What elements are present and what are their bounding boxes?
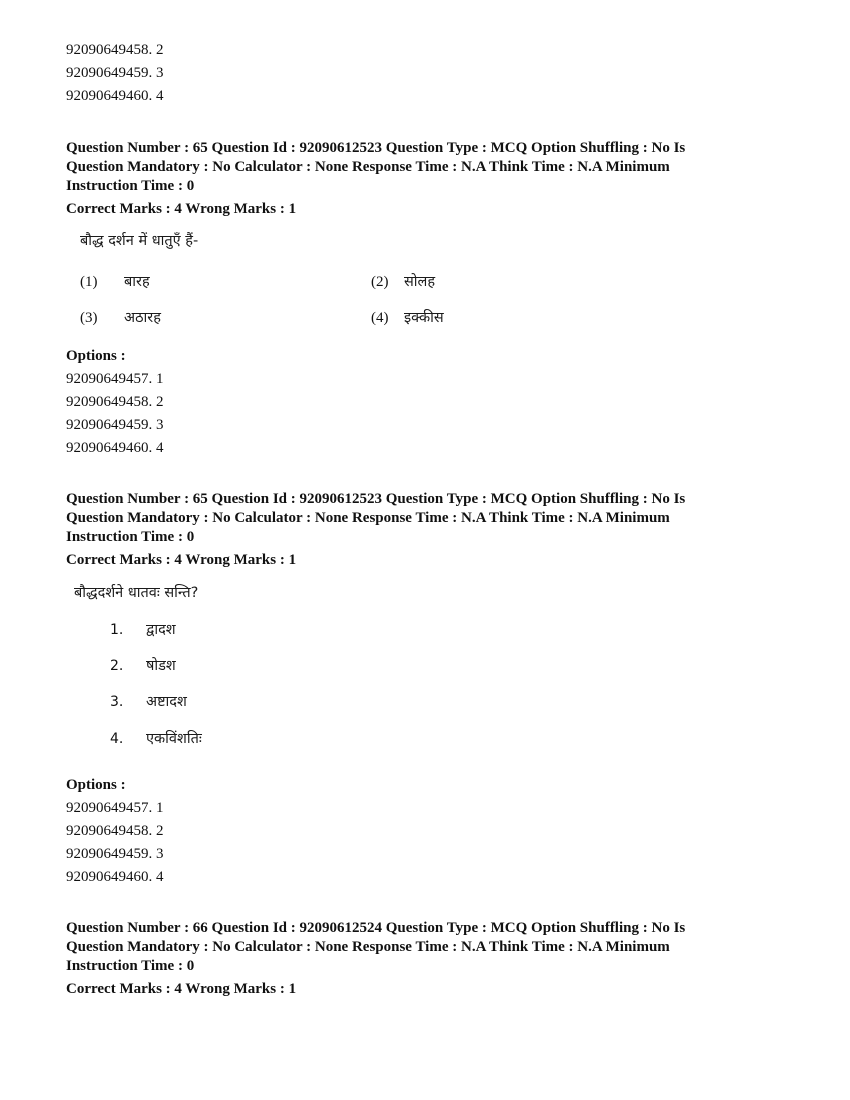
question-header: Instruction Time : 0 xyxy=(66,958,195,974)
option-line: 92090649457. 1 xyxy=(66,371,164,387)
choice-number: (3) xyxy=(80,310,98,326)
options-label: Options : xyxy=(66,777,126,793)
choice-number: 3. xyxy=(110,694,124,710)
question-text: बौद्ध दर्शन में धातुएँ हैं- xyxy=(80,233,199,249)
question-marks: Correct Marks : 4 Wrong Marks : 1 xyxy=(66,981,297,997)
question-marks: Correct Marks : 4 Wrong Marks : 1 xyxy=(66,552,297,568)
choice-text: सोलह xyxy=(404,274,436,290)
option-line: 92090649459. 3 xyxy=(66,846,164,862)
choice-text: अठारह xyxy=(124,310,161,326)
option-line: 92090649459. 3 xyxy=(66,417,164,433)
option-line: 92090649459. 3 xyxy=(66,65,164,81)
choice-text: षोडश xyxy=(146,658,176,674)
choice-number: (4) xyxy=(371,310,389,326)
choice-text: इक्कीस xyxy=(404,310,444,326)
question-header: Question Mandatory : No Calculator : None Response Time : N.A Think Time : N.A Minimum xyxy=(66,159,670,175)
choice-number: (1) xyxy=(80,274,98,290)
choice-text: अष्टादश xyxy=(146,694,187,710)
question-header: Question Number : 65 Question Id : 92090612523 Question Type : MCQ Option Shuffling : No Is xyxy=(66,491,686,507)
option-line: 92090649458. 2 xyxy=(66,394,164,410)
option-line: 92090649460. 4 xyxy=(66,440,164,456)
option-line: 92090649458. 2 xyxy=(66,42,164,58)
options-label: Options : xyxy=(66,348,126,364)
choice-text: बारह xyxy=(124,274,150,290)
option-line: 92090649458. 2 xyxy=(66,823,164,839)
question-header: Question Number : 66 Question Id : 92090612524 Question Type : MCQ Option Shuffling : No Is xyxy=(66,920,686,936)
option-line: 92090649460. 4 xyxy=(66,88,164,104)
question-text: बौद्धदर्शने धातवः सन्ति? xyxy=(74,585,199,601)
question-header: Instruction Time : 0 xyxy=(66,178,195,194)
question-header: Question Number : 65 Question Id : 92090612523 Question Type : MCQ Option Shuffling : No Is xyxy=(66,140,686,156)
choice-text: द्वादश xyxy=(146,622,176,638)
question-marks: Correct Marks : 4 Wrong Marks : 1 xyxy=(66,201,297,217)
question-header: Instruction Time : 0 xyxy=(66,529,195,545)
choice-number: (2) xyxy=(371,274,389,290)
option-line: 92090649460. 4 xyxy=(66,869,164,885)
choice-number: 1. xyxy=(110,622,124,638)
question-header: Question Mandatory : No Calculator : None Response Time : N.A Think Time : N.A Minimum xyxy=(66,510,670,526)
option-line: 92090649457. 1 xyxy=(66,800,164,816)
choice-number: 4. xyxy=(110,731,124,747)
choice-number: 2. xyxy=(110,658,124,674)
question-header: Question Mandatory : No Calculator : None Response Time : N.A Think Time : N.A Minimum xyxy=(66,939,670,955)
choice-text: एकविंशतिः xyxy=(146,731,202,747)
